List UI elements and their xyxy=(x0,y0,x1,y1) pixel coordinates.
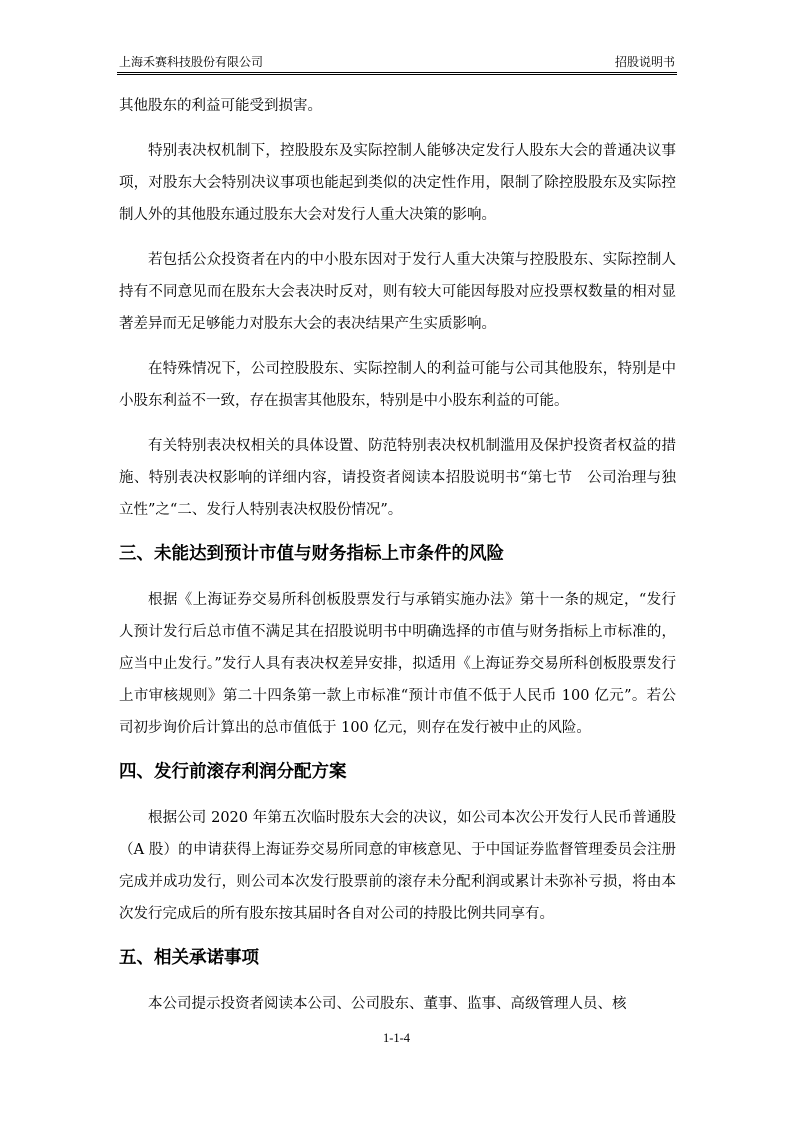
section-heading-3: 三、未能达到预计市值与财务指标上市条件的风险 xyxy=(119,544,504,564)
page-header xyxy=(117,52,677,72)
paragraph-profit-distribution: 根据公司 2020 年第五次临时股东大会的决议，如公司本次公开发行人民币普通股（A 股）的申请获得上海证券交易所同意的审核意见、于中国证券监督管理委员会注册完成并成功发行，则公司本次发行股票前的滚存未分配利润或累计未弥补亏损，将由本次发行完成后的所有股东按其届时各自对公司的持股比例共同享有。 xyxy=(119,810,676,922)
header-company-name: 上海禾赛科技股份有限公司 xyxy=(119,55,264,69)
paragraph-minority-shareholders: 若包括公众投资者在内的中小股东因对于发行人重大决策与控股股东、实际控制人持有不同意见而在股东大会表决时反对，则有较大可能因每股对应投票权数量的相对显著差异而无足够能力对股东大会的表决结果产生实质影响。 xyxy=(119,252,676,332)
main-content xyxy=(119,90,676,1033)
page-number: 1-1-4 xyxy=(382,1031,411,1045)
header-divider xyxy=(117,72,677,75)
paragraph-special-voting-mechanism: 特别表决权机制下，控股股东及实际控制人能够决定发行人股东大会的普通决议事项，对股东大会特别决议事项也能起到类似的决定性作用，限制了除控股股东及实际控制人外的其他股东通过股东大会对发行人重大决策的影响。 xyxy=(119,143,676,223)
header-document-type: 招股说明书 xyxy=(614,55,675,69)
section-heading-5: 五、相关承诺事项 xyxy=(119,948,259,968)
paragraph-special-circumstances: 在特殊情况下，公司控股股东、实际控制人的利益可能与公司其他股东，特别是中小股东利益不一致，存在损害其他股东，特别是中小股东利益的可能。 xyxy=(119,361,676,409)
paragraph-reference: 有关特别表决权相关的具体设置、防范特别表决权机制滥用及保护投资者权益的措施、特别表决权影响的详细内容，请投资者阅读本招股说明书“第七节 公司治理与独立性”之“二、发行人特别表决权股份情况”。 xyxy=(119,438,676,518)
paragraph-continuation: 其他股东的利益可能受到损害。 xyxy=(119,98,322,114)
paragraph-market-value-risk: 根据《上海证券交易所科创板股票发行与承销实施办法》第十一条的规定，“发行人预计发行后总市值不满足其在招股说明书中明确选择的市值与财务指标上市标准的，应当中止发行。”发行人具有表决权差异安排，拟适用《上海证券交易所科创板股票发行上市审核规则》第二十四条第一款上市标准“预计市值不低于人民币 100 亿元”。若公司初步询价后计算出的总市值低于 100 亿元，则存在发行被中止的风险。 xyxy=(119,592,676,736)
section-heading-4: 四、发行前滚存利润分配方案 xyxy=(119,762,347,782)
paragraph-commitments: 本公司提示投资者阅读本公司、公司股东、董事、监事、高级管理人员、核 xyxy=(148,996,627,1012)
